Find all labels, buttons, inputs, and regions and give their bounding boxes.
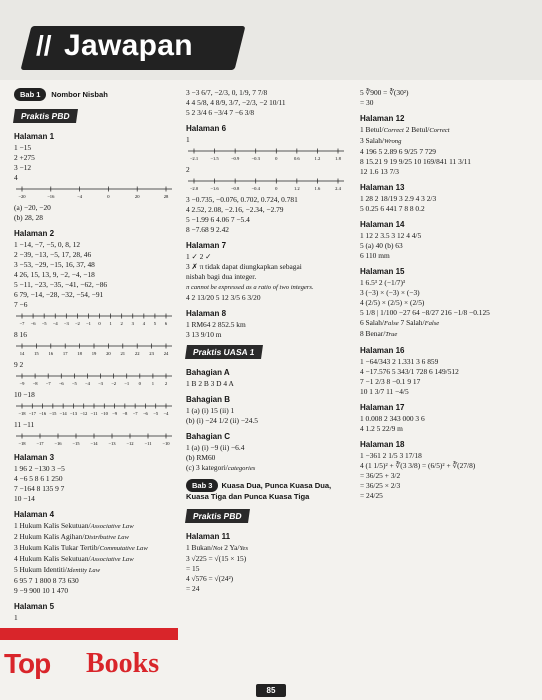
section-heading: Halaman 16 bbox=[360, 346, 405, 355]
answer-line: 4 −17.576 5 343/1 728 6 149/512 bbox=[360, 367, 459, 376]
number-line-label: 15 bbox=[34, 351, 39, 356]
number-line-label: −2.0 bbox=[189, 186, 199, 191]
number-line-label: −0.4 bbox=[251, 186, 260, 191]
section-heading: Halaman 12 bbox=[360, 114, 405, 123]
answer-line: 11 −11 bbox=[14, 420, 35, 429]
chapter-title: Kuasa Dua, Punca Kuasa Dua, Kuasa Tiga dan Punca Kuasa Tiga bbox=[186, 481, 332, 501]
number-line-label: −1 bbox=[86, 321, 91, 326]
column-right-body bbox=[360, 88, 536, 501]
answer-line: = 24 bbox=[186, 584, 200, 593]
section-heading: Halaman 7 bbox=[186, 241, 227, 250]
section-heading: Bahagian A bbox=[186, 368, 230, 377]
answer-line: (b) (i) −24 1/2 (ii) −24.5 bbox=[186, 416, 258, 425]
number-line-label: 0 bbox=[275, 156, 278, 161]
number-line-label: −11 bbox=[144, 441, 152, 446]
number-line-label: 14 bbox=[19, 351, 25, 356]
number-line-label: −18 bbox=[18, 411, 26, 416]
answer-line: 4 2.52, 2.08, −2.16, −2.34, −2.79 bbox=[186, 205, 284, 214]
chapter-tag: Bab 3 bbox=[186, 479, 218, 492]
number-line-label: 24 bbox=[163, 351, 169, 356]
section-heading: Halaman 18 bbox=[360, 440, 405, 449]
answer-line: 1 (a) (i) −9 (ii) −6.4 bbox=[186, 443, 245, 452]
logo-stripe bbox=[0, 628, 178, 640]
column-middle-body bbox=[186, 88, 354, 594]
page-title: Jawapan bbox=[64, 29, 193, 62]
number-line-label: −16 bbox=[47, 194, 55, 199]
answer-line: 1 RM64 2 852.5 km bbox=[186, 320, 246, 329]
answer-line: 7 −1 2/3 8 −0.1 9 17 bbox=[360, 377, 421, 386]
answer-line: 2 −39, −13, −5, 17, 28, 46 bbox=[14, 250, 92, 259]
number-line bbox=[186, 176, 346, 192]
answer-line: 4 1.2 5 22/9 m bbox=[360, 424, 403, 433]
section-heading: Halaman 4 bbox=[14, 510, 55, 519]
section-praktis-pbd: Praktis PBD bbox=[13, 109, 78, 123]
number-line-label: 16 bbox=[48, 351, 54, 356]
answer-line: 1 bbox=[186, 135, 190, 144]
number-line bbox=[14, 184, 174, 200]
answer-line: 2 +275 bbox=[14, 153, 35, 162]
answer-line: 3 ✗ π tidak dapat diungkapkan sebagai bbox=[186, 262, 302, 271]
number-line-label: 21 bbox=[120, 351, 126, 356]
answer-line: 1 12 2 3.5 3 12 4 4/5 bbox=[360, 231, 422, 240]
number-line-label: 0.6 bbox=[293, 156, 300, 161]
number-line-label: 17 bbox=[62, 351, 68, 356]
section-heading: Halaman 8 bbox=[186, 309, 227, 318]
number-line-label: −15 bbox=[49, 411, 57, 416]
number-line-label: 18 bbox=[77, 351, 82, 356]
column-left bbox=[14, 88, 184, 623]
answer-line: 10 1 3/7 11 −4/5 bbox=[360, 387, 409, 396]
answer-line: 6 95 7 1 800 8 73 630 bbox=[14, 576, 79, 585]
answer-line: 1 6.5³ 2 (−1/7)³ bbox=[360, 278, 406, 287]
answer-line: 12 1.6 13 7/3 bbox=[360, 167, 400, 176]
column-left-body bbox=[14, 132, 184, 623]
answer-line: 4 4 5/8, 4 8/9, 3/7, −2/3, −2 10/11 bbox=[186, 98, 286, 107]
number-line-label: 20 bbox=[106, 351, 111, 356]
answer-line: 5 −1.99 6 4.06 7 −5.4 bbox=[186, 215, 250, 224]
number-line-label: 20 bbox=[134, 194, 140, 199]
number-line-label: −0.9 bbox=[230, 156, 240, 161]
answer-line: 1 bbox=[14, 613, 18, 622]
number-line-label: 3 bbox=[131, 321, 134, 326]
number-line-label: −18 bbox=[18, 441, 26, 446]
practice-section-label: Praktis UASA 1 bbox=[185, 345, 263, 359]
answer-line: 2 Hukum Kalis Agihan/Distributive Law bbox=[14, 532, 129, 541]
answer-line: = 15 bbox=[186, 564, 200, 573]
number-line-label: −14 bbox=[59, 411, 67, 416]
answer-line: 10 −14 bbox=[14, 494, 35, 503]
number-line-label: 1 bbox=[151, 381, 155, 386]
answer-line: 4 bbox=[14, 173, 18, 182]
answer-line: 5 −11, −23, −35, −41, −62, −86 bbox=[14, 280, 108, 289]
number-line-label: −10 bbox=[100, 411, 108, 416]
chapter-title: Nombor Nisbah bbox=[51, 90, 108, 99]
answer-line: 1 28 2 18/19 3 2.9 4 3 2/3 bbox=[360, 194, 437, 203]
answer-line: 4 (1 1/5)² + ∛(3 3/8) = (6/5)² + ∛(27/8) bbox=[360, 461, 476, 470]
number-line-label: −3 bbox=[63, 321, 69, 326]
number-line bbox=[14, 311, 174, 327]
number-line-label: −3 bbox=[98, 381, 103, 386]
number-line-label: −8 bbox=[32, 381, 38, 386]
section-heading: Halaman 1 bbox=[14, 132, 55, 141]
number-line-label: −12 bbox=[126, 441, 134, 446]
number-line-label: −4 bbox=[163, 411, 169, 416]
number-line-label: 1.2 bbox=[314, 156, 321, 161]
answer-line: nisbah bagi dua integer. bbox=[186, 272, 257, 281]
number-line-label: −13 bbox=[69, 411, 78, 416]
number-line-label: 0 bbox=[107, 194, 110, 199]
answer-line: 6 79, −14, −28, −32, −54, −91 bbox=[14, 290, 104, 299]
answer-line: 8 Benar/True bbox=[360, 329, 398, 338]
number-line-label: −7 bbox=[45, 381, 51, 386]
number-line-label: 2.4 bbox=[335, 186, 341, 191]
number-line bbox=[14, 341, 174, 357]
section-heading: Halaman 3 bbox=[14, 453, 55, 462]
answer-line: 4 196 5 2.89 6 9/25 7 729 bbox=[360, 147, 436, 156]
answer-line: 3 −12 bbox=[14, 163, 32, 172]
answer-line: 1 ✓ 2 ✓ bbox=[186, 252, 212, 261]
number-line-label: 4 bbox=[142, 321, 145, 326]
number-line bbox=[14, 431, 174, 447]
answer-line: (c) 3 kategori/categories bbox=[186, 463, 256, 472]
answer-line: 3 (−3) × (−3) × (−3) bbox=[360, 288, 420, 297]
number-line-label: −2 bbox=[111, 381, 117, 386]
section-heading: Halaman 2 bbox=[14, 229, 55, 238]
number-line-label: −14 bbox=[90, 441, 98, 446]
number-line bbox=[14, 371, 174, 387]
answer-line: 5 1/8 | 1/100 −27 64 −8/27 216 −1/8 −0.125 bbox=[360, 308, 490, 317]
number-line-label: −4 bbox=[52, 321, 58, 326]
number-line-label: −6 bbox=[30, 321, 36, 326]
section-heading: Halaman 5 bbox=[14, 602, 55, 611]
number-line-label: 23 bbox=[149, 351, 154, 356]
number-line-label: −11 bbox=[90, 411, 98, 416]
number-line-label: 6 bbox=[164, 321, 168, 326]
answer-line: 4 −6 5 8 6 1 250 bbox=[14, 474, 63, 483]
number-line-label: −8 bbox=[122, 411, 128, 416]
column-right bbox=[360, 88, 536, 501]
number-line-label: 0 bbox=[275, 186, 278, 191]
answer-line: 1 (a) (i) 15 (ii) 1 bbox=[186, 406, 235, 415]
answer-line: 3 −3 6/7, −2/3, 0, 1/9, 7 7/8 bbox=[186, 88, 268, 97]
section-heading: Halaman 14 bbox=[360, 220, 405, 229]
number-line-label: −15 bbox=[72, 441, 80, 446]
page-number: 85 bbox=[256, 684, 286, 697]
number-line-label: 1.8 bbox=[335, 156, 341, 161]
answer-line: 5 0.25 6 441 7 8 8 0.2 bbox=[360, 204, 425, 213]
number-line-label: −2.1 bbox=[189, 156, 199, 161]
answer-line: (a) −20, −20 bbox=[14, 203, 51, 212]
answer-line: 1 −361 2 1/5 3 17/18 bbox=[360, 451, 422, 460]
number-line-label: −4 bbox=[85, 381, 90, 386]
section-heading: Bahagian B bbox=[186, 395, 231, 404]
number-line-label: 19 bbox=[91, 351, 97, 356]
answer-line: 4 (2/5) × (2/5) × (2/5) bbox=[360, 298, 425, 307]
answer-line: 1 −15 bbox=[14, 143, 32, 152]
number-line bbox=[186, 146, 346, 162]
number-line-label: −12 bbox=[80, 411, 88, 416]
answer-line: 8 16 bbox=[14, 330, 27, 339]
answer-line: 3 13 9/10 m bbox=[186, 330, 222, 339]
answer-line: 5 (a) 40 (b) 63 bbox=[360, 241, 403, 250]
section-heading: Halaman 17 bbox=[360, 403, 405, 412]
section-heading: Halaman 6 bbox=[186, 124, 227, 133]
banner-slash-mark: // bbox=[36, 30, 52, 61]
answer-line: = 24/25 bbox=[360, 491, 383, 500]
number-line-label: 22 bbox=[134, 351, 140, 356]
answer-line: 1 96 2 −130 3 −5 bbox=[14, 464, 65, 473]
answer-line: 1 Betul/Correct 2 Betul/Correct bbox=[360, 125, 450, 134]
answer-line: 9 2 bbox=[14, 360, 24, 369]
answer-line: 7 −6 bbox=[14, 300, 28, 309]
answer-line: 7 −164 8 135 9 7 bbox=[14, 484, 65, 493]
answer-line: (b) 28, 28 bbox=[14, 213, 43, 222]
number-line-label: −1.6 bbox=[210, 186, 219, 191]
number-line-label: −16 bbox=[54, 441, 62, 446]
number-line-label: −16 bbox=[38, 411, 47, 416]
answer-line: 6 Salah/False 7 Salah/False bbox=[360, 318, 440, 327]
answer-line: 8 −7.68 9 2.42 bbox=[186, 225, 229, 234]
logo-top-text: Top bbox=[4, 648, 51, 679]
number-line-label: −2 bbox=[74, 321, 80, 326]
number-line-label: −7 bbox=[132, 411, 138, 416]
answer-line: 3 −0.735, −0.076, 0.702, 0.724, 0.781 bbox=[186, 195, 298, 204]
answer-line: 10 −18 bbox=[14, 390, 35, 399]
answer-line: 4 √576 = √(24²) bbox=[186, 574, 234, 583]
answer-line: 3 √225 = √(15 × 15) bbox=[186, 554, 247, 563]
section-heading: Bahagian C bbox=[186, 432, 231, 441]
answer-line: π cannot be expressed as a ratio of two integers. bbox=[186, 284, 314, 291]
number-line-label: −9 bbox=[112, 411, 118, 416]
answer-line: 1 Hukum Kalis Sekutuan/Associative Law bbox=[14, 521, 134, 530]
answer-line: (b) RM60 bbox=[186, 453, 216, 462]
number-line-label: 0 bbox=[138, 381, 141, 386]
number-line-label: −5 bbox=[41, 321, 47, 326]
number-line-label: −0.3 bbox=[251, 156, 260, 161]
number-line-label: −4 bbox=[77, 194, 83, 199]
number-line-label: −20 bbox=[18, 194, 26, 199]
answer-line: 1 −64/343 2 1.331 3 6 859 bbox=[360, 357, 439, 366]
answer-line: 4 2 13/20 5 12 3/5 6 3/20 bbox=[186, 293, 261, 302]
answer-line: 1 B 2 B 3 D 4 A bbox=[186, 379, 234, 388]
number-line-label: 2 bbox=[120, 321, 123, 326]
answer-line: 8 15.21 9 19 9/25 10 169/841 11 3/11 bbox=[360, 157, 471, 166]
number-line-label: −10 bbox=[162, 441, 170, 446]
number-line-label: −7 bbox=[19, 321, 25, 326]
number-line-label: 1 bbox=[109, 321, 112, 326]
number-line-label: −13 bbox=[108, 441, 116, 446]
number-line-label: 1.6 bbox=[314, 186, 321, 191]
number-line-label: 1.2 bbox=[293, 186, 300, 191]
answer-line: = 36/25 + 3/2 bbox=[360, 471, 401, 480]
answer-line: 6 110 mm bbox=[360, 251, 390, 260]
number-line-label: 28 bbox=[163, 194, 169, 199]
practice-section-label: Praktis PBD bbox=[185, 509, 250, 523]
number-line-label: 5 bbox=[153, 321, 157, 326]
answer-line: 9 −9 900 10 1 470 bbox=[14, 586, 69, 595]
column-middle bbox=[186, 88, 354, 594]
answer-line: 5 2 3/4 6 −3/4 7 −6 3/8 bbox=[186, 108, 255, 117]
answer-line: 3 Hukum Kalis Tukar Tertib/Commutative Law bbox=[14, 543, 148, 552]
number-line-label: −6 bbox=[142, 411, 148, 416]
answer-line: 5 Hukum Identiti/Identity Law bbox=[14, 565, 101, 574]
answer-line: 4 26, 15, 13, 9, −2, −4, −18 bbox=[14, 270, 95, 279]
answer-line: = 36/25 × 2/3 bbox=[360, 481, 401, 490]
section-heading: Halaman 11 bbox=[186, 532, 231, 541]
answer-line: 3 −53, −29, −15, 16, 37, 48 bbox=[14, 260, 95, 269]
answer-line: 2 bbox=[186, 165, 190, 174]
number-line-label: −1 bbox=[124, 381, 130, 386]
number-line bbox=[14, 401, 174, 417]
chapter-tag: Bab 1 bbox=[14, 88, 46, 101]
number-line-label: 2 bbox=[164, 381, 168, 386]
answer-line: 1 −14, −7, −5, 0, 8, 12 bbox=[14, 240, 81, 249]
answer-line: = 30 bbox=[360, 98, 374, 107]
answer-line: 1 Bukan/Not 2 Ya/Yes bbox=[186, 543, 249, 552]
answer-line: 4 Hukum Kalis Sekutuan/Associative Law bbox=[14, 554, 134, 563]
section-heading: Halaman 13 bbox=[360, 183, 405, 192]
answer-line: 1 0.008 2 343 000 3 6 bbox=[360, 414, 425, 423]
number-line-label: −6 bbox=[58, 381, 64, 386]
logo-books-text: Books bbox=[86, 648, 160, 679]
number-line-label: −5 bbox=[71, 381, 77, 386]
number-line-label: −9 bbox=[19, 381, 25, 386]
number-line-label: −17 bbox=[36, 441, 44, 446]
section-heading: Halaman 15 bbox=[360, 267, 405, 276]
number-line-label: −17 bbox=[28, 411, 36, 416]
answer-line: 3 Salah/Wrong bbox=[360, 136, 402, 145]
answer-line: 5 ∛900 = ∛(30²) bbox=[360, 88, 409, 97]
number-line-label: −5 bbox=[153, 411, 159, 416]
number-line-label: 0 bbox=[98, 321, 101, 326]
number-line-label: −0.8 bbox=[230, 186, 240, 191]
chapter-header bbox=[186, 479, 354, 502]
number-line-label: −1.5 bbox=[210, 156, 219, 161]
